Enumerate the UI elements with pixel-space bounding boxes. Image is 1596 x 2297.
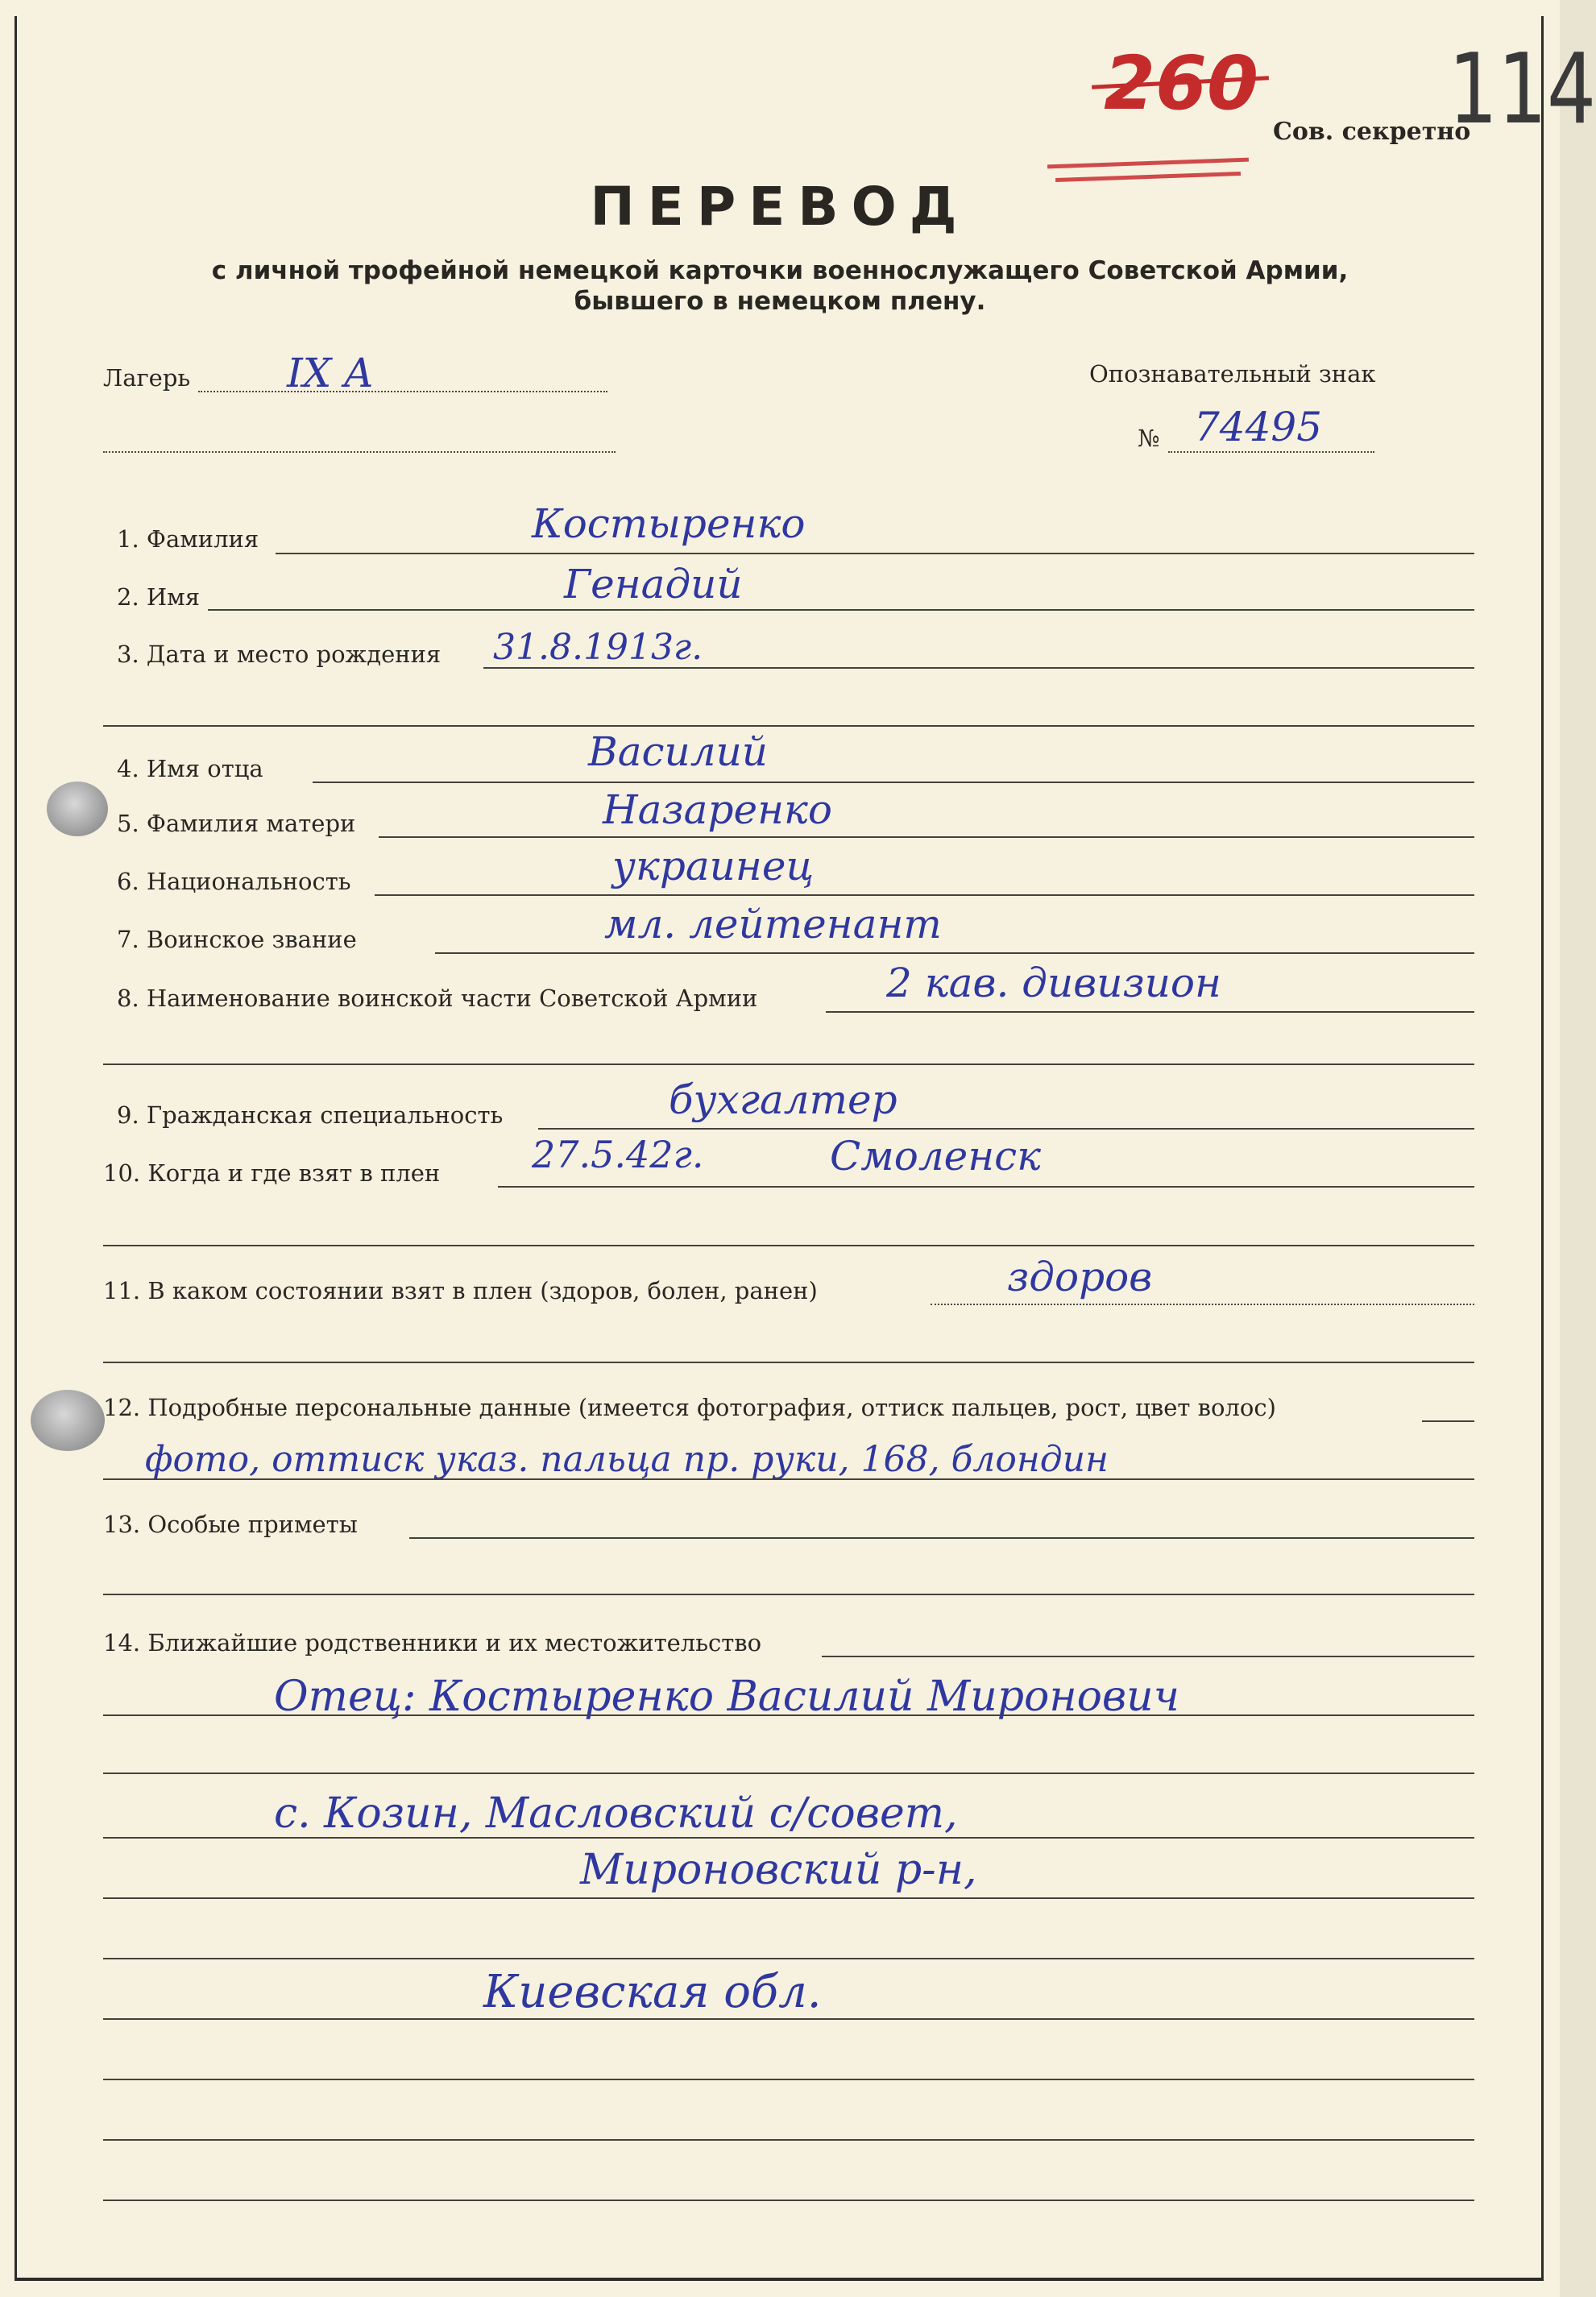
field-3-value: 31.8.1913г.: [493, 627, 703, 668]
field-14-ruled-line: [103, 1897, 1474, 1899]
field-1-label: 1. Фамилия: [117, 525, 259, 553]
field-10-label: 10. Когда и где взят в плен: [103, 1159, 441, 1187]
field-14-ruled-line: [103, 1837, 1474, 1839]
field-3-extra-line: [103, 725, 1474, 727]
field-12-value: фото, оттиск указ. пальца пр. руки, 168, блондин: [145, 1439, 1109, 1480]
field-13-line: [409, 1537, 1474, 1539]
field-7-label: 7. Воинское звание: [117, 926, 357, 953]
field-14-label: 14. Ближайшие родственники и их местожительство: [103, 1629, 762, 1656]
camp-underline: [198, 391, 607, 392]
field-4-value: Василий: [588, 728, 768, 775]
id-number-sign: №: [1138, 425, 1160, 452]
page-title: ПЕРЕВОД: [590, 176, 970, 238]
camp-label: Лагерь: [103, 364, 191, 392]
field-13-label: 13. Особые приметы: [103, 1511, 358, 1538]
field-5-value: Назаренко: [603, 786, 832, 833]
id-mark-value: 74495: [1194, 404, 1323, 450]
field-2-value: Генадий: [564, 561, 743, 607]
field-14-ruled-line: [103, 1773, 1474, 1774]
field-12-label: 12. Подробные персональные данные (имеется фотография, оттиск пальцев, рост, цвет волос): [103, 1394, 1276, 1421]
camp-value: IX A: [287, 350, 374, 396]
field-2-label: 2. Имя: [117, 583, 201, 611]
field-5-label: 5. Фамилия матери: [117, 810, 356, 837]
field-14-line: [822, 1656, 1474, 1657]
field-12-extra-line: [103, 1478, 1474, 1480]
red-number: 260: [1104, 40, 1259, 126]
field-6-value: украинец: [612, 843, 815, 889]
relatives-line-3: Мироновский р-н,: [580, 1846, 977, 1894]
field-9-line: [538, 1128, 1474, 1130]
field-2-line: [208, 609, 1474, 611]
field-8-extra-line: [103, 1064, 1474, 1065]
camp-extra-underline: [103, 451, 616, 453]
field-6-label: 6. Национальность: [117, 868, 351, 895]
archive-number: 114: [1448, 34, 1596, 146]
field-9-value: бухгалтер: [669, 1076, 897, 1123]
relatives-line-2: с. Козин, Масловский с/совет,: [274, 1789, 958, 1838]
page-border: [15, 16, 1544, 2281]
field-11-extra-line: [103, 1362, 1474, 1363]
field-14-ruled-line: [103, 2018, 1474, 2020]
subtitle-line-2: бывшего в немецком плену.: [574, 287, 986, 316]
field-10-extra-line: [103, 1245, 1474, 1246]
field-14-ruled-line: [103, 1714, 1474, 1716]
field-8-value: 2 кав. дивизион: [886, 960, 1221, 1006]
punch-hole: [47, 782, 108, 836]
field-8-label: 8. Наименование воинской части Советской Армии: [117, 985, 758, 1012]
field-8-line: [826, 1011, 1474, 1013]
id-mark-label: Опознавательный знак: [1089, 360, 1376, 388]
field-13-extra-line: [103, 1594, 1474, 1595]
field-5-line: [379, 836, 1474, 838]
field-3-label: 3. Дата и место рождения: [117, 641, 441, 668]
field-12-line: [1422, 1420, 1474, 1422]
field-10-line: [498, 1186, 1474, 1188]
field-11-value: здоров: [1007, 1254, 1153, 1300]
relatives-line-1: Отец: Костыренко Василий Миронович: [274, 1673, 1180, 1721]
field-14-ruled-line: [103, 2200, 1474, 2201]
field-14-ruled-line: [103, 1958, 1474, 1959]
field-11-label: 11. В каком состоянии взят в плен (здоров, болен, ранен): [103, 1277, 818, 1304]
subtitle-line-1: с личной трофейной немецкой карточки военнослужащего Советской Армии,: [211, 256, 1349, 285]
secrecy-stamp: Сов. секретно: [1273, 118, 1471, 146]
field-11-line: [931, 1304, 1474, 1305]
field-14-ruled-line: [103, 2139, 1474, 2141]
field-4-line: [313, 782, 1474, 783]
field-6-line: [375, 894, 1474, 896]
field-7-line: [435, 952, 1474, 954]
field-7-value: мл. лейтенант: [604, 901, 942, 947]
field-14-ruled-line: [103, 2079, 1474, 2080]
field-4-label: 4. Имя отца: [117, 755, 263, 782]
punch-hole: [31, 1390, 105, 1451]
id-mark-underline: [1168, 451, 1374, 453]
field-10-date: 27.5.42г.: [532, 1133, 704, 1176]
field-9-label: 9. Гражданская специальность: [117, 1101, 504, 1129]
field-1-value: Костыренко: [532, 500, 806, 547]
field-10-place: Смоленск: [830, 1133, 1042, 1180]
relatives-line-4: Киевская обл.: [483, 1966, 822, 2018]
field-1-line: [276, 553, 1474, 554]
